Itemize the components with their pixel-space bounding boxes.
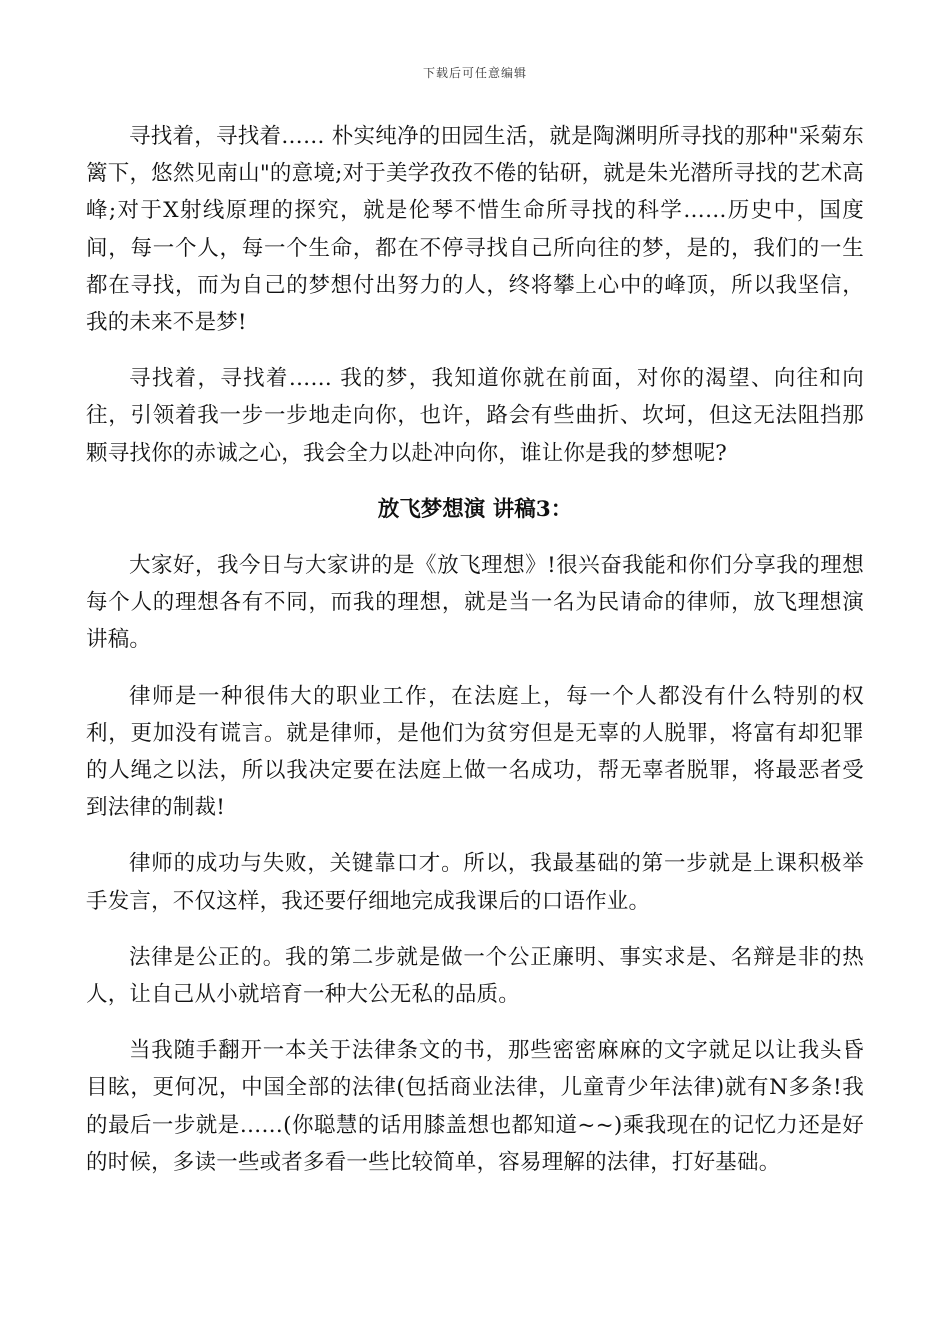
page-header: 下载后可任意编辑 bbox=[422, 66, 527, 80]
paragraph-step-two: 法律是公正的。我的第二步就是做一个公正廉明、事实求是、名辩是非的热人，让自己从小就培育一种大公无私的品质。 bbox=[86, 944, 864, 1008]
paragraph-spacer bbox=[86, 341, 864, 360]
paragraph-spacer bbox=[86, 1013, 864, 1032]
paragraph-spacer bbox=[86, 472, 864, 491]
paragraph-spacer bbox=[86, 659, 864, 678]
paragraph-step-one: 律师的成功与失败，关键靠口才。所以，我最基础的第一步就是上课积极举手发言，不仅这样，我还要仔细地完成我课后的口语作业。 bbox=[86, 851, 864, 914]
document-body bbox=[86, 118, 864, 1181]
paragraph-my-dream: 寻找着，寻找着…… 我的梦，我知道你就在前面，对你的渴望、向往和向往，引领着我一步一步地走向你，也许，路会有些曲折、坎坷，但这无法阻挡那颗寻找你的赤诚之心，我会全力以赴冲向你，谁让你是我的梦想呢? bbox=[86, 366, 864, 466]
paragraph-seeking-dreams: 寻找着，寻找着…… 朴实纯净的田园生活，就是陶渊明所寻找的那种"采菊东篱下，悠然见南山"的意境;对于美学孜孜不倦的钻研，就是朱光潜所寻找的艺术高峰;对于X射线原理的探究，就是伦琴不惜生命所寻找的科学……历史中，国度间，每一个人，每一个生命，都在不停寻找自己所向往的梦，是的，我们的一生都在寻找，而为自己的梦想付出努力的人，终将攀上心中的峰顶，所以我坚信，我的未来不是梦! bbox=[86, 124, 864, 336]
paragraph-spacer bbox=[86, 920, 864, 939]
paragraph-greeting: 大家好，我今日与大家讲的是《放飞理想》!很兴奋我能和你们分享我的理想每个人的理想各有不同，而我的理想，就是当一名为民请命的律师，放飞理想演 讲稿。 bbox=[86, 553, 864, 653]
paragraph-spacer bbox=[86, 826, 864, 845]
section-title: 放飞梦想演 讲稿3： bbox=[377, 496, 573, 522]
paragraph-step-three: 当我随手翻开一本关于法律条文的书，那些密密麻麻的文字就足以让我头昏目眩，更何况，中国全部的法律(包括商业法律，儿童青少年法律)就有N多条!我的最后一步就是……(你聪慧的话用膝盖想也都知道~~)乘我现在的记忆力还是好的时候，多读一些或者多看一些比较简单，容易理解的法律，打好基础。 bbox=[86, 1038, 864, 1175]
paragraph-lawyer-profession: 律师是一种很伟大的职业工作，在法庭上，每一个人都没有什么特别的权利，更加没有谎言。就是律师，是他们为贫穷但是无辜的人脱罪，将富有却犯罪的人绳之以法，所以我决定要在法庭上做一名成功，帮无辜者脱罪，将最恶者受到法律的制裁! bbox=[86, 683, 864, 821]
paragraph-spacer bbox=[86, 528, 864, 547]
